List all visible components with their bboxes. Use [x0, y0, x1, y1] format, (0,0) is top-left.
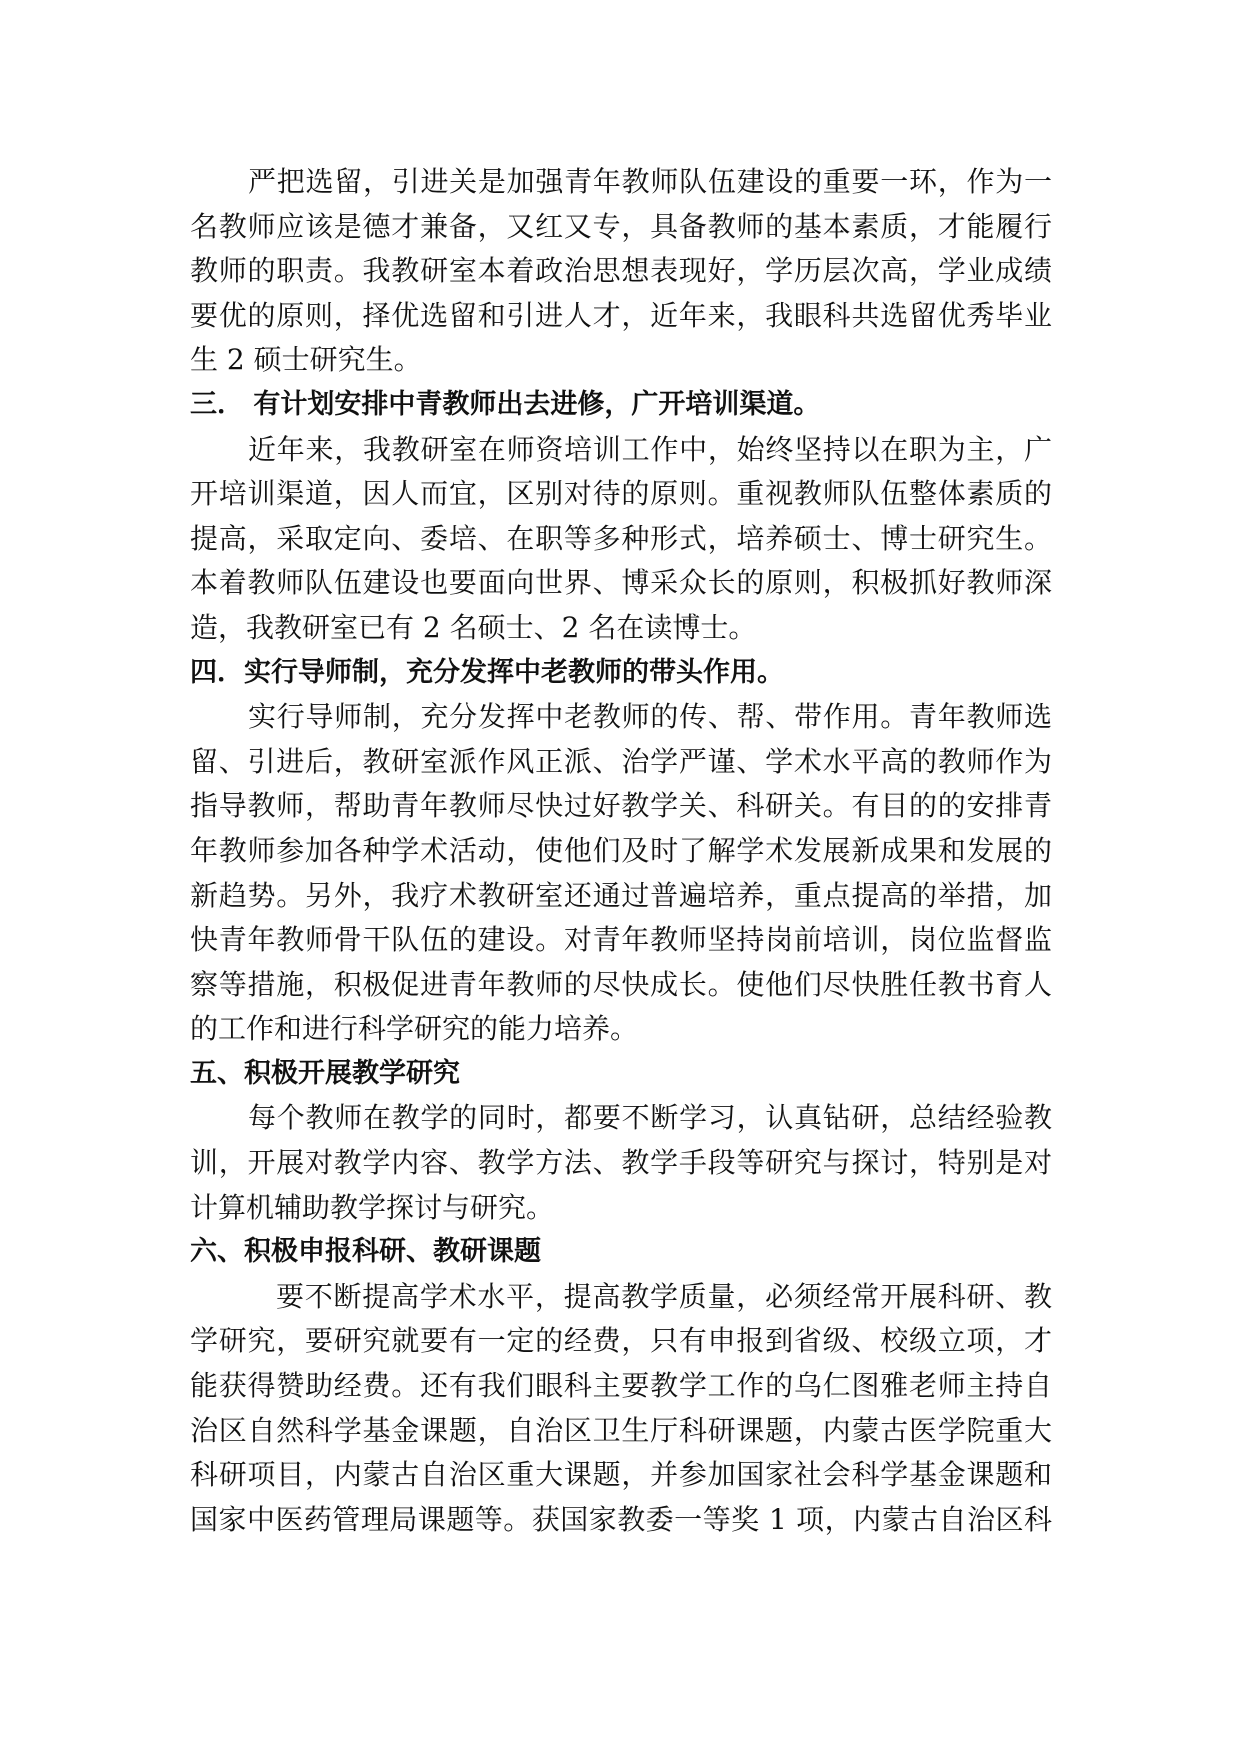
section-heading-3: 三． 有计划安排中青教师出去进修，广开培训渠道。: [190, 388, 821, 420]
text-line: 学研究，要研究就要有一定的经费，只有申报到省级、校级立项，才: [190, 1324, 1052, 1358]
section-heading-5: 五、积极开展教学研究: [190, 1057, 460, 1089]
text-line: 开培训渠道，因人而宜，区别对待的原则。重视教师队伍整体素质的: [190, 477, 1052, 511]
paragraph-teaching-research: [190, 1096, 1052, 1230]
text-line: 名教师应该是德才兼备，又红又专，具备教师的基本素质，才能履行: [190, 209, 1052, 243]
document-page: [190, 160, 1052, 1542]
text-line: 要优的原则，择优选留和引进人才，近年来，我眼科共选留优秀毕业: [190, 298, 1052, 332]
text-line: 提高，采取定向、委培、在职等多种形式，培养硕士、博士研究生。: [190, 521, 1052, 555]
paragraph-talent-selection: [190, 160, 1052, 383]
paragraph-research-projects: [190, 1275, 1052, 1543]
paragraph-mentorship: [190, 695, 1052, 1052]
paragraph-training: [190, 428, 1052, 651]
text-line: 严把选留，引进关是加强青年教师队伍建设的重要一环，作为一: [248, 165, 1052, 198]
text-line: 造，我教研室已有 2 名硕士、2 名在读博士。: [190, 610, 757, 644]
text-line: 能获得赞助经费。还有我们眼科主要教学工作的乌仁图雅老师主持自: [190, 1369, 1052, 1403]
text-line: 实行导师制，充分发挥中老教师的传、帮、带作用。青年教师选: [248, 700, 1052, 734]
text-line: 年教师参加各种学术活动，使他们及时了解学术发展新成果和发展的: [190, 833, 1052, 867]
text-line: 快青年教师骨干队伍的建设。对青年教师坚持岗前培训，岗位监督监: [190, 923, 1052, 957]
text-line: 治区自然科学基金课题，自治区卫生厅科研课题，内蒙古医学院重大: [190, 1413, 1052, 1447]
text-line: 指导教师，帮助青年教师尽快过好教学关、科研关。有目的的安排青: [190, 789, 1052, 823]
text-line: 近年来，我教研室在师资培训工作中，始终坚持以在职为主，广: [248, 432, 1052, 466]
text-line: 计算机辅助教学探讨与研究。: [190, 1190, 555, 1224]
text-line: 察等措施，积极促进青年教师的尽快成长。使他们尽快胜任教书育人: [190, 967, 1052, 1001]
text-line: 科研项目，内蒙古自治区重大课题，并参加国家社会科学基金课题和: [190, 1458, 1052, 1492]
text-line: 训，开展对教学内容、教学方法、教学手段等研究与探讨，特别是对: [190, 1146, 1052, 1180]
text-line: 每个教师在教学的同时，都要不断学习，认真钻研，总结经验教: [248, 1101, 1052, 1135]
text-line: 生 2 硕士研究生。: [190, 343, 422, 377]
section-heading-6: 六、积极申报科研、教研课题: [190, 1236, 541, 1268]
section-heading-4: 四．实行导师制，充分发挥中老教师的带头作用。: [190, 656, 784, 688]
text-line: 要不断提高学术水平，提高教学质量，必须经常开展科研、教: [276, 1279, 1052, 1313]
text-line: 本着教师队伍建设也要面向世界、博采众长的原则，积极抓好教师深: [190, 566, 1052, 600]
text-line: 新趋势。另外，我疗术教研室还通过普遍培养，重点提高的举措，加: [190, 878, 1052, 912]
text-line: 国家中医药管理局课题等。获国家教委一等奖 1 项，内蒙古自治区科: [190, 1502, 1052, 1536]
text-line: 教师的职责。我教研室本着政治思想表现好，学历层次高，学业成绩: [190, 254, 1052, 288]
text-line: 留、引进后，教研室派作风正派、治学严谨、学术水平高的教师作为: [190, 744, 1052, 778]
text-line: 的工作和进行科学研究的能力培养。: [190, 1012, 639, 1046]
